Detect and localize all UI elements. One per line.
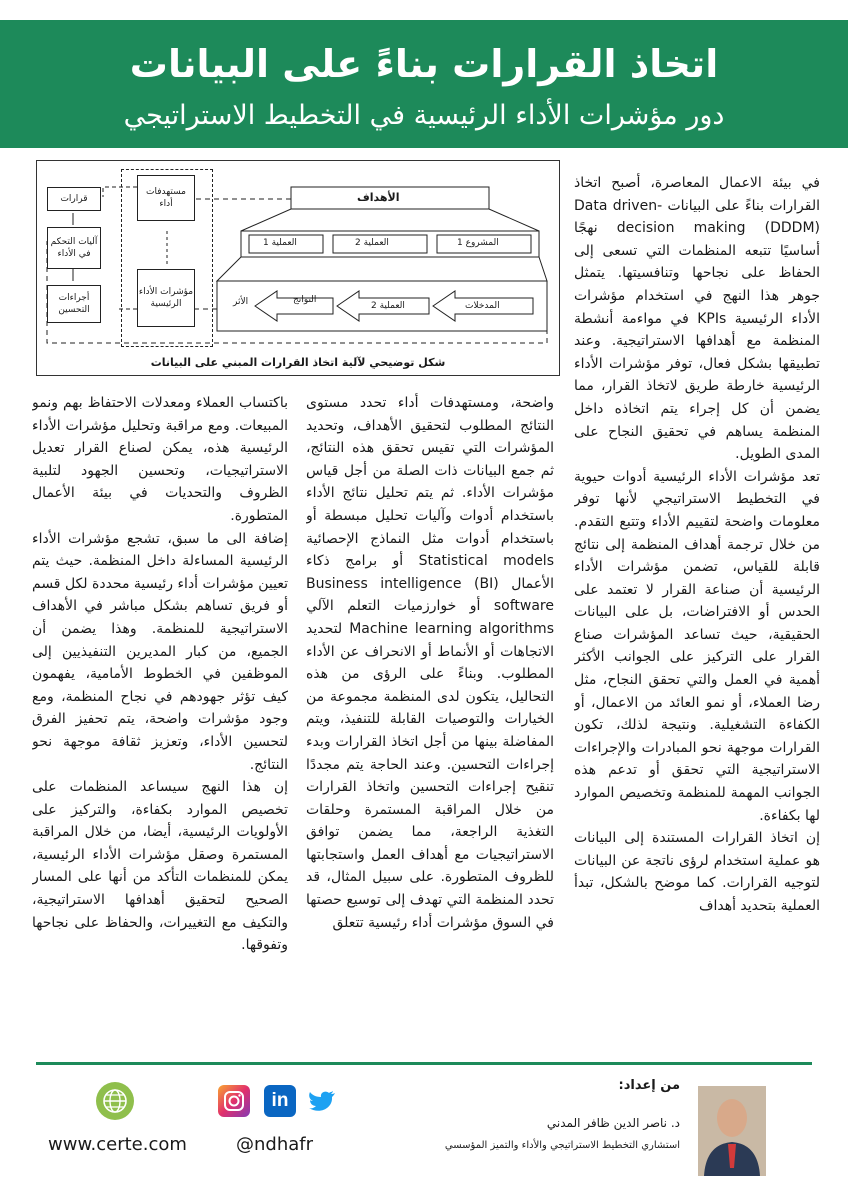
page-subtitle: دور مؤشرات الأداء الرئيسية في التخطيط الاستراتيجي [123, 100, 725, 131]
decisions-box: قرارات [47, 187, 101, 211]
instagram-icon[interactable] [218, 1085, 250, 1117]
person-icon [698, 1086, 766, 1176]
author-name: د. ناصر الدين ظافر المدني [546, 1116, 680, 1130]
process1-label: العملية 1 [263, 238, 297, 248]
header-banner [0, 20, 848, 148]
paragraph: إضافة الى ما سبق، تشجع مؤشرات الأداء الرئيسية المساءلة داخل المنظمة. حيث يتم تعيين مؤشرات أداء رئيسية محددة لكل قسم أو فريق تساهم بشكل مباشر في الأهداف الاستراتيجية للمنظمة. وهذا يضمن أن الجميع، من كبار المديرين التنفيذيين إلى الموظفين في الخطوط الأمامية، يفهمون كيف تؤثر جهودهم في نجاح المنظمة، ومع وجود مؤشرات واضحة، يتم تحفيز الفرق لتحسين الأداء، وتعزيز ثقافة موجهة نحو النتائج. [32, 530, 288, 773]
author-photo [698, 1086, 766, 1176]
outputs-label: النواتج [293, 295, 317, 305]
paragraph: باكتساب العملاء ومعدلات الاحتفاظ بهم ونمو المبيعات. ومع مراقبة وتحليل مؤشرات الأداء الرئيسية هذه، يمكن لصناع القرار تعديل الاستراتيجيات، وتحسين الجهود لتلبية الظروف والتحديات في بيئة الأعمال المتطورة. [32, 395, 288, 524]
process2-bottom-label: العملية 2 [371, 301, 405, 311]
twitter-icon[interactable] [306, 1085, 338, 1117]
paragraph: في بيئة الاعمال المعاصرة، أصبح اتخاذ القرارات بناءً على البيانات -Data driven decision making (DDDM) نهجًا أساسيًا تتبعه المنظمات التي تسعى إلى الحفاظ على نجاحها وتنافسيتها. يتمثل جوهر هذا النهج في استخدام مؤشرات الأداء الرئيسية KPIs في مواءمة أنشطة المنظمة مع أهدافها الاستراتيجية. وعند تطبيقها بشكل فعال، توفر مؤشرات الأداء الرئيسية خارطة طريق لاتخاذ القرار، مما يضمن أن كل إجراء يتم اتخاذه داخل المنظمة يساهم في تحقيق النجاح على المدى الطويل. [574, 175, 820, 463]
paragraph: إن اتخاذ القرارات المستندة إلى البيانات هو عملية استخدام لرؤى ناتجة عن البيانات لتوجيه القرارات. كما موضح بالشكل، تبدأ العملية بتحديد أهداف [574, 830, 820, 914]
column-middle [306, 392, 554, 1032]
flow-trapezoid [217, 257, 547, 281]
paragraph: واضحة، ومستهدفات أداء تحدد مستوى النتائج المطلوب لتحقيق الأهداف، وتحديد المؤشرات التي تقيس تحقق هذه النتائج، ثم جمع البيانات ذات الصلة من أجل قياس مؤشرات الأداء. ثم يتم تحليل نتائج الأداء باستخدام أدوات وآليات تحليل مبسطة أو باستخدام أدوات مثل النماذج الإحصائية Statistical models أو برامج ذكاء الأعمال Business intelligence (BI) software أو خوارزميات التعلم الآلي Machine learning algorithms لتحديد الاتجاهات أو الأنماط أو الانحراف عن الأداء المطلوب. وبناءً على الرؤى من هذه التحاليل، يتكون لدى المنظمة مجموعة من الخيارات والتوصيات القابلة للتنفيذ، ويتم المفاضلة بينها من أجل اتخاذ القرارات وبدء إجراءات التحسين. وعند الحاجة يتم مجددًا تنقيح إجراءات التحسين واتخاذ القرارات من خلال المراقبة المستمرة وحلقات التغذية الراجعة، مما يضمن توافق الاستراتيجيات مع أهداف العمل واستجابتها للظروف المتطورة. على سبيل المثال، قد تحدد المنظمة التي تهدف إلى توسيع حصتها في السوق مؤشرات أداء رئيسية تتعلق [306, 395, 554, 931]
targets-box: مستهدفات أداء [137, 175, 195, 221]
column-right [574, 172, 820, 1032]
paragraph: تعد مؤشرات الأداء الرئيسية أدوات حيوية في التخطيط الاستراتيجي لأنها توفر معلومات واضحة لتقييم الأداء وتتبع التقدم. من خلال ترجمة أهداف المنظمة إلى نتائج قابلة للقياس، تضمن مؤشرات الأداء الرئيسية أن صناعة القرار لا تعتمد على الحدس أو الافتراضات، بل على البيانات الحقيقية، حيث تساعد المؤشرات صناع القرار على التركيز على الجوانب الأكثر أهمية في العمل والتي تحقق النجاح، مثل رضا العملاء، أو نمو العائد من الاعمال، أو الكفاءة التشغيلية. ونتيجة لذلك، تكون القرارات موجهة نحو المبادرات والإجراءات الاستراتيجية التي تحقق أو تدعم هذه الجوانب المهمة للمنظمة وتخصيص الموارد لها بكفاءة. [574, 468, 820, 824]
globe-icon[interactable] [96, 1082, 134, 1120]
footer-divider [36, 1062, 812, 1065]
column-left [32, 392, 288, 1012]
prepared-by-label: من إعداد: [618, 1078, 680, 1093]
inputs-label: المدخلات [465, 301, 500, 311]
figure-diagram [36, 160, 560, 376]
impact-label: الأثر [233, 297, 249, 307]
improve-box: أجراءات التحسين [47, 285, 101, 323]
linkedin-icon[interactable]: in [264, 1085, 296, 1117]
figure-caption: شكل توضيحي لآلية اتخاذ القرارات المبني على البيانات [150, 356, 446, 369]
page-title: اتخاذ القرارات بناءً على البيانات [129, 42, 719, 86]
project1-label: المشروع 1 [457, 238, 499, 248]
kpis-box: مؤشرات الأداء الرئيسية [137, 269, 195, 327]
website-link[interactable]: www.certe.com [48, 1134, 187, 1155]
paragraph: إن هذا النهج سيساعد المنظمات على تخصيص الموارد بكفاءة، والتركيز على الأولويات الرئيسية، أيضا، من خلال المراقبة المستمرة وصقل مؤشرات الأداء الرئيسية، يمكن للمنظمات التأكد من أنها على المسار الصحيح لتحقيق أهدافها الاستراتيجية، والتكيف مع التغييرات، والحفاظ على نجاحها وتفوقها. [32, 779, 288, 954]
globe-glyph [96, 1082, 134, 1120]
control-box: آليات التحكم في الأداء [47, 227, 101, 269]
social-handle[interactable]: @ndhafr [236, 1134, 314, 1155]
process2-top-label: العملية 2 [355, 238, 389, 248]
diagram-graphics [37, 161, 559, 375]
goals-trapezoid [241, 209, 539, 231]
author-role: استشاري التخطيط الاستراتيجي والأداء والتميز المؤسسي [444, 1140, 680, 1151]
goals-label: الأهداف [357, 191, 400, 204]
